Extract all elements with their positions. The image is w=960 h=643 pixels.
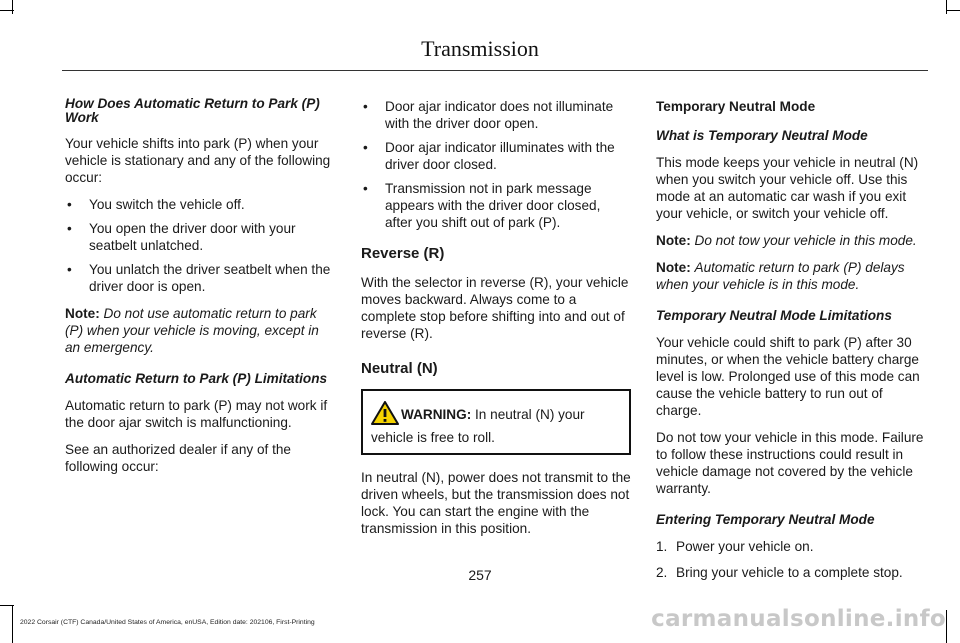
header-divider [62, 70, 928, 71]
crop-mark [946, 10, 960, 11]
paragraph: In neutral (N), power does not transmit to the driven wheels, but the transmission does not lock. You can start the engine with the transmission in this position. [361, 470, 631, 536]
warning-label: WARNING: [401, 407, 472, 422]
warning-text: In neutral (N) your vehicle is free to roll. [371, 407, 585, 445]
column-3 [656, 98, 928, 590]
note: Note: Do not use automatic return to park (P) when your vehicle is moving, except in an emergency. [65, 306, 319, 355]
crop-mark [12, 0, 13, 14]
crop-mark [946, 0, 947, 14]
paragraph: With the selector in reverse (R), your vehicle moves backward. Always come to a complete stop before shifting into and out of reverse (R). [361, 275, 629, 341]
note: Note: Automatic return to park (P) delays when your vehicle is in this mode. [656, 260, 905, 292]
watermark: carmanualsonline.info [651, 606, 946, 632]
section-heading: Automatic Return to Park (P) Limitations [65, 371, 328, 386]
section-heading: Temporary Neutral Mode [656, 99, 816, 114]
subheading: What is Temporary Neutral Mode [656, 128, 868, 143]
crop-mark [946, 610, 947, 643]
list-item: • You unlatch the driver seatbelt when the driver door is open. [67, 262, 331, 294]
list-item: 2. Bring your vehicle to a complete stop. [656, 565, 903, 580]
crop-mark [0, 605, 14, 606]
bullet-list [361, 98, 631, 231]
subheading: Temporary Neutral Mode Limitations [656, 308, 892, 323]
list-item: • You open the driver door with your seatbelt unlatched. [67, 221, 296, 253]
warning-box [361, 389, 631, 455]
paragraph: See an authorized dealer if any of the following occur: [65, 442, 291, 474]
list-item: • Door ajar indicator illuminates with the driver door closed. [363, 140, 615, 172]
list-item: • Transmission not in park message appears with the driver door closed, after you shift out of park (P). [363, 181, 601, 230]
section-heading: Neutral (N) [361, 360, 438, 377]
footer-text: 2022 Corsair (CTF) Canada/United States of America, enUSA, Edition date: 202106, First-Printing [20, 619, 315, 626]
paragraph: Do not tow your vehicle in this mode. Failure to follow these instructions could result in vehicle damage not covered by the vehicle warranty. [656, 430, 924, 496]
column-2 [361, 98, 631, 547]
page-number: 257 [468, 567, 492, 583]
warning-triangle-icon [371, 401, 399, 429]
subheading: Entering Temporary Neutral Mode [656, 512, 875, 527]
crop-mark [12, 605, 13, 643]
bullet-list [65, 196, 337, 295]
list-item: 1. Power your vehicle on. [656, 539, 814, 554]
paragraph: Your vehicle shifts into park (P) when your vehicle is stationary and any of the following occur: [65, 136, 331, 185]
section-heading: Reverse (R) [361, 245, 445, 262]
list-item: • Door ajar indicator does not illuminate with the driver door open. [363, 99, 614, 131]
section-heading: How Does Automatic Return to Park (P) Work [65, 96, 320, 125]
list-item: • You switch the vehicle off. [67, 197, 245, 212]
paragraph: Your vehicle could shift to park (P) after 30 minutes, or when the vehicle battery charge level is low. Prolonged use of this mode can cause the vehicle battery to run out of charge. [656, 335, 920, 418]
note: Note: Do not tow your vehicle in this mode. [656, 233, 917, 248]
paragraph: Automatic return to park (P) may not work if the door ajar switch is malfunctioning. [65, 398, 328, 430]
column-1 [65, 97, 337, 485]
page-title: Transmission [421, 36, 539, 61]
paragraph: This mode keeps your vehicle in neutral (N) when you switch your vehicle off. Use this mode at an automatic car wash if you exit your vehicle, or switch your vehicle off. [656, 155, 919, 221]
crop-mark [0, 10, 14, 11]
